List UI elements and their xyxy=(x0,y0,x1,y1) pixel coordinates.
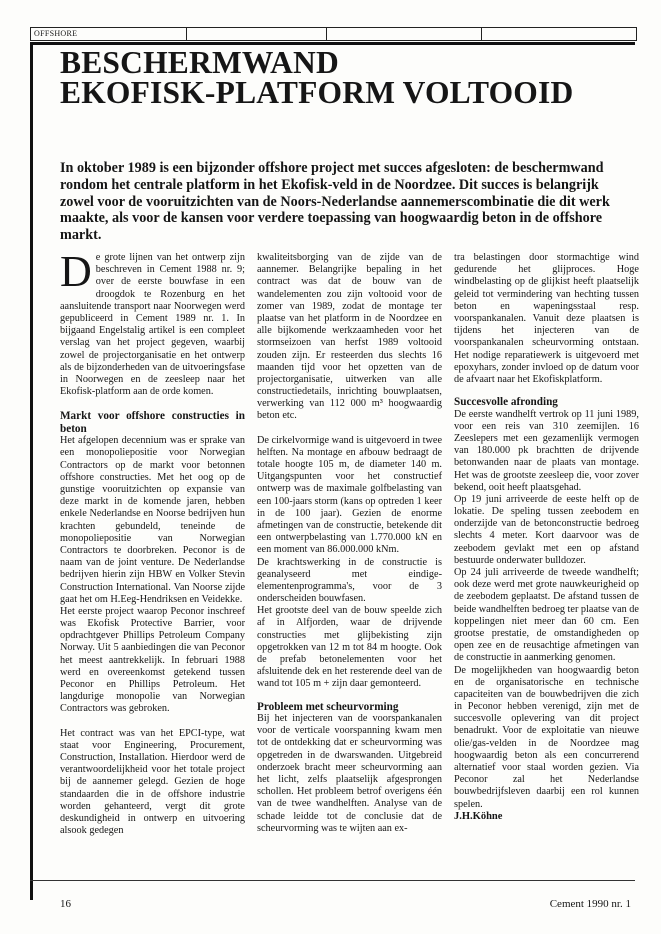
body-paragraph: Het grootste deel van de bouw speelde zich af in Alfjorden, waar de drijvende constructies met glijbekisting zijn opgetrokken van 12 m tot 84 m hoogte. Ook de prefab betonelementen voor het afsluitende dek en het resterende deel van de wand tot 105 m + zijn daar gemonteerd. xyxy=(257,605,442,690)
footer-rule xyxy=(30,880,635,881)
article-title xyxy=(60,45,630,110)
body-paragraph: Het afgelopen decennium was er sprake van een monopoliepositie voor Norwegian Contractors op de markt voor betonnen offshore constructies. Met het oog op de gunstige vooruitzichten op expansie van deze markt in de komende jaren, hebben enkele Nederlandse en Noorse bedrijven hun krachten gebundeld, teneinde de monopoliepositie van Norwegian Contractors te doorbreken. Peconor is de naam van de joint venture. De Nederlandse bedrijven hierin zijn HBW en Volker Stevin Construction International. Van Noorse zijde gaat het om H.Eeg-Hendriksen en Veidekke. xyxy=(60,435,245,605)
body-paragraph: Op 24 juli arriveerde de tweede wandhelft; ook deze werd met grote nauwkeurigheid op de zeebodem geplaatst. De afstand tussen de beide wandhelften bedroeg ter plaatse van de koppelingen niet meer dan 60 cm. Een grootse prestatie, de omstandigheden op open zee en de reusachtige afmetingen van de constructie in aanmerking genomen. xyxy=(454,567,639,664)
header-divider xyxy=(326,28,327,40)
section-label: OFFSHORE xyxy=(34,29,78,38)
body-paragraph: Op 19 juni arriveerde de eeste helft op de lokatie. De speling tussen zeebodem en onderzijde van de betonconstructie bedroeg slechts 4 meter. Kort daarvoor was de zeebodem gevlakt met een op afstand bestuurde onderwater bulldozer. xyxy=(454,493,639,566)
column-1 xyxy=(60,247,245,837)
lead-paragraph: In oktober 1989 is een bijzonder offshore project met succes afgesloten: de beschermwand rondom het centrale platform in het Ekofisk-veld in de Noordzee. Dit succes is belangrijk zowel voor de vooruitzichten van de Noors-Nederlandse aannemerscombinatie die dit werk maakte, als voor de kansen voor verdere toepassing van hoogwaardig beton in de offshore markt. xyxy=(60,160,610,244)
drop-cap: D xyxy=(60,247,92,296)
issue-label: Cement 1990 nr. 1 xyxy=(549,898,631,910)
body-paragraph: De cirkelvormige wand is uitgevoerd in twee helften. Na montage en afbouw bedraagt de totale hoogte 105 m, de diameter 140 m. Uitgangspunten voor het constructief ontwerp was de maximale golfbelasting van een 100-jaars storm (kans op optreden 1 keer in de 100 jaar). Gezien de enorme afmetingen van de constructie, betekende dit een ontwerpbelasting van 1.770.000 kN en een moment van 86.000.000 kNm. xyxy=(257,434,443,556)
subheading-scheurvorming: Probleem met scheurvorming xyxy=(257,700,399,713)
body-paragraph: Bij het injecteren van de voorspankanalen voor de verticale voorspanning kwam men tot de ontdekking dat er scheurvorming was opgetreden in de dwarswanden. Uitgebreid onderzoek bracht meer scheurvorming aan het licht, zelfs plaatselijk afgesprongen schollen. Het probleem betrof overigens één van de twee wandhelften. Analyse van de schade leidde tot de conclusie dat de scheurvorming was te wijten aan ex- xyxy=(257,713,442,834)
title-line-1: BESCHERMWAND xyxy=(60,45,339,80)
body-paragraph: Het contract was van het EPCI-type, wat staat voor Engineering, Procurement, Construction, Installation. Hierdoor werd de verantwoordelijkheid voor het totale project bij de aannemer gelegd. Gezien de hoge standaarden die in de offshore industrie worden gehanteerd, vergt dit grote deskundigheid in ontwerp en uitvoering alsook gedegen xyxy=(60,727,245,837)
subheading-afronding: Succesvolle afronding xyxy=(454,396,558,409)
header-divider xyxy=(481,28,482,40)
title-line-2: EKOFISK-PLATFORM VOLTOOID xyxy=(60,75,574,110)
body-paragraph: De mogelijkheden van hoogwaardig beton en de organisatorische en technische capaciteiten van de bouwbedrijven die zich in Peconor hebben verenigd, zijn met de succesvolle oplevering van dit project benadrukt. Voor de exploitatie van nieuwe olie/gas-velden in de Noordzee mag hoogwaardig beton als een concurrerend alternatief voor staal worden gezien. Via Peconor zal het Nederlandse bouwbedrijfsleven daarbij een rol kunnen spelen. xyxy=(454,664,639,810)
body-paragraph: De krachtswerking in de constructie is geanalyseerd met eindige-elementenprogramma's, voor de 3 onderscheiden bouwfasen. xyxy=(257,556,442,605)
subheading-markt: Markt voor offshore constructies in beton xyxy=(60,410,245,435)
page-number: 16 xyxy=(60,898,71,910)
column-2 xyxy=(257,252,442,835)
intro-paragraph xyxy=(60,247,245,398)
body-paragraph: Het eerste project waarop Peconor inschreef was Ekofisk Protective Barrier, voor opdrachtgever Phillips Petroleum Company Norway. Uit 5 aanbiedingen die van Peconor het meest aantrekkelijk. In februari 1988 werd en overeenkomst getekend tussen Peconor en Phillips Petroleum. Het langdurige monopolie van Norwegian Contractors was gebroken. xyxy=(60,605,245,715)
body-text: e grote lijnen van het ontwerp zijn beschreven in Cement 1988 nr. 9; over de eerste bouwfase in een droogdok te Rozenburg en het aansluitende transport naar Noorwegen werd gepubliceerd in Cement 1989 nr. 1. In bijgaand Engelstalig artikel is een compleet verslag van het project gegeven, waarbij zowel de projectorganisatie en het ontwerp als de bijzonderheden van de uitvoeringsfase in Noorwegen en de zeesleep naar het Ekofisk-platform aan de orde komen. xyxy=(60,252,245,398)
body-paragraph: De eerste wandhelft vertrok op 11 juni 1989, voor een reis van 310 zeemijlen. 16 Zeeslepers met een gezamenlijk vermogen van 180.000 pk brachtten de drijvende betonwanden naar de plaats van montage. Het was de grootste zeesleep die, voor zover bekend, ooit heeft plaatsgehad. xyxy=(454,408,639,493)
body-paragraph: kwaliteitsborging van de zijde van de aannemer. Belangrijke bepaling in het contract was dat de bouw van de wandelementen zou zijn voltooid voor de zomer van 1989, zodat de montage ter plaatse van het platform in de Noordzee en alle bijkomende werkzaamheden voor het stormseizoen van herfst 1989 voltooid zouden zijn. Er resteerden dus slechts 16 maanden tijd voor het opzetten van de projectorganisatie, uitwerken van alle constructiedetails, inrichting bouwplaatsen, verwerking van 112 000 m³ hoogwaardig beton etc. xyxy=(257,252,442,422)
body-paragraph: tra belastingen door stormachtige wind gedurende het glijproces. Hoge windbelasting op de glijkist heeft plaatselijk geleid tot vermindering van hechting tussen beton en wapeningsstaal resp. voorspankanalen. Vanuit deze plaatsen is tijdens het injecteren van de voorspankanalen scheurvorming ontstaan. Het nodige reparatiewerk is uitgevoerd met epoxyhars, zonder invloed op de datum voor de afvaart naar het Ekofiskplatform. xyxy=(454,252,639,385)
header-divider xyxy=(186,28,187,40)
author-signature: J.H.Köhne xyxy=(454,810,503,822)
section-header xyxy=(30,27,637,41)
column-3 xyxy=(454,252,639,823)
left-margin-rule xyxy=(30,45,33,900)
